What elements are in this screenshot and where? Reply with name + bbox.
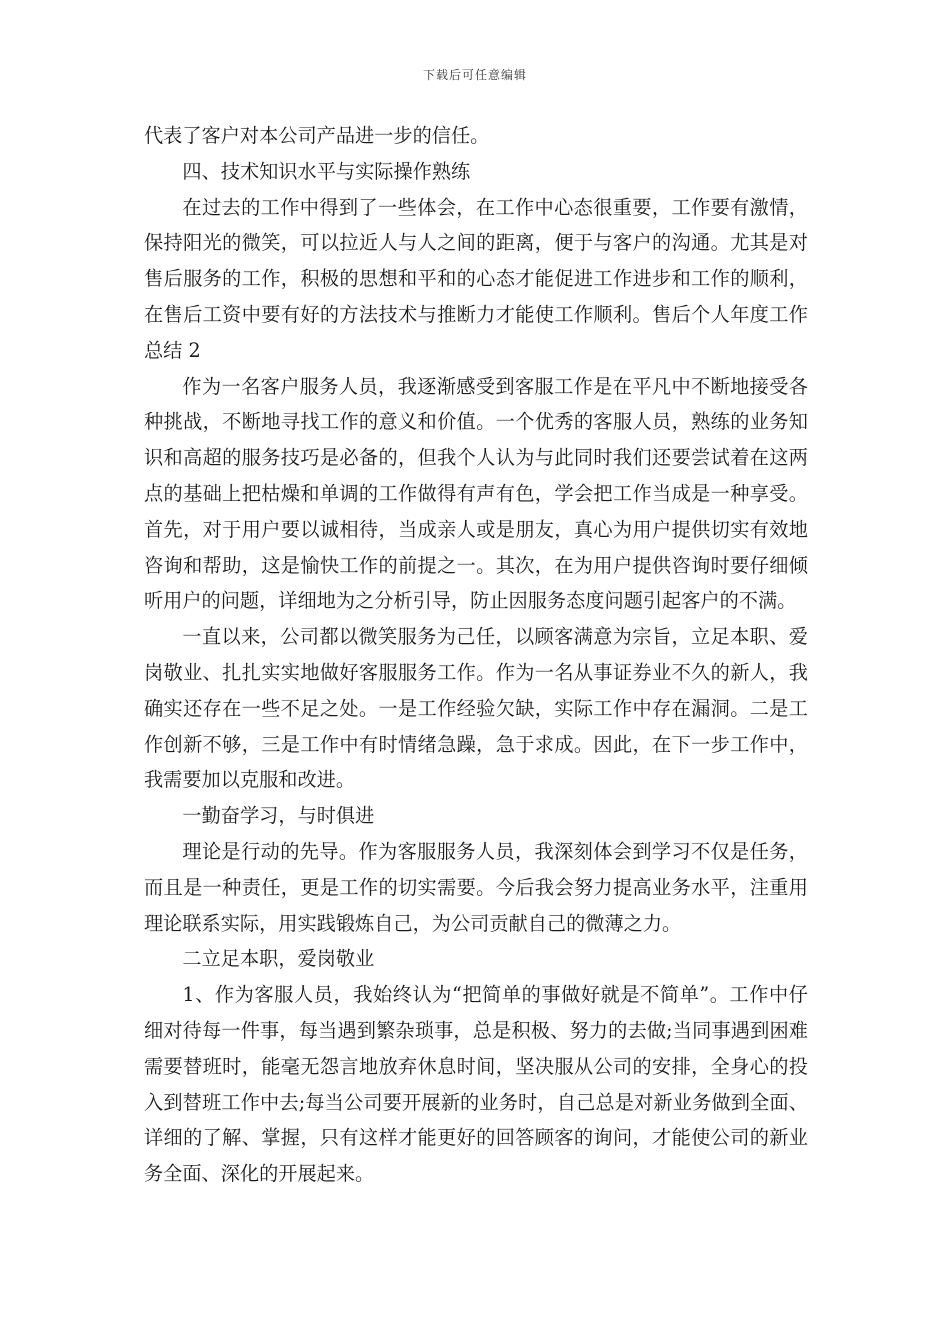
section-heading-4: 四、技术知识水平与实际操作熟练 [182, 159, 471, 183]
paragraph-5: 理论是行动的先导。作为客服服务人员，我深刻体会到学习不仅是任务，而且是一种责任，更是工作的切实需要。今后我会努力提高业务水平，注重用理论联系实际，用实践锻炼自己，为公司贡献自己的微薄之力。 [144, 839, 808, 935]
section-heading-2: 二立足本职，爱岗敬业 [182, 947, 375, 971]
document-body [144, 118, 808, 1192]
page-header: 下载后可任意编辑 [422, 68, 527, 82]
paragraph-2: 在过去的工作中得到了一些体会，在工作中心态很重要，工作要有激情，保持阳光的微笑，可以拉近人与人之间的距离，便于与客户的沟通。尤其是对售后服务的工作，积极的思想和平和的心态才能促进工作进步和工作的顺利，在售后工资中要有好的方法技术与推断力才能使工作顺利。售后个人年度工作总结 2 [144, 195, 808, 362]
paragraph-3: 作为一名客户服务人员，我逐渐感受到客服工作是在平凡中不断地接受各种挑战，不断地寻找工作的意义和价值。一个优秀的客服人员，熟练的业务知识和高超的服务技巧是必备的，但我个人认为与此同时我们还要尝试着在这两点的基础上把枯燥和单调的工作做得有声有色，学会把工作当成是一种享受。首先，对于用户要以诚相待，当成亲人或是朋友，真心为用户提供切实有效地咨询和帮助，这是愉快工作的前提之一。其次，在为用户提供咨询时要仔细倾听用户的问题，详细地为之分析引导，防止因服务态度问题引起客户的不满。 [144, 374, 808, 613]
paragraph-1: 代表了客户对本公司产品进一步的信任。 [144, 124, 490, 147]
section-heading-1: 一勤奋学习，与时俱进 [182, 804, 375, 828]
paragraph-4: 一直以来，公司都以微笑服务为己任，以顾客满意为宗旨，立足本职、爱岗敬业、扎扎实实地做好客服服务工作。作为一名从事证券业不久的新人，我确实还存在一些不足之处。一是工作经验欠缺，实际工作中存在漏洞。二是工作创新不够，三是工作中有时情绪急躁，急于求成。因此，在下一步工作中，我需要加以克服和改进。 [144, 625, 808, 792]
paragraph-6: 1、作为客服人员，我始终认为“把简单的事做好就是不简单”。工作中仔细对待每一件事，每当遇到繁杂琐事，总是积极、努力的去做;当同事遇到困难需要替班时，能毫无怨言地放弃休息时间，坚决服从公司的安排，全身心的投入到替班工作中去;每当公司要开展新的业务时，自己总是对新业务做到全面、详细的了解、掌握，只有这样才能更好的回答顾客的询问，才能使公司的新业务全面、深化的开展起来。 [144, 983, 808, 1186]
